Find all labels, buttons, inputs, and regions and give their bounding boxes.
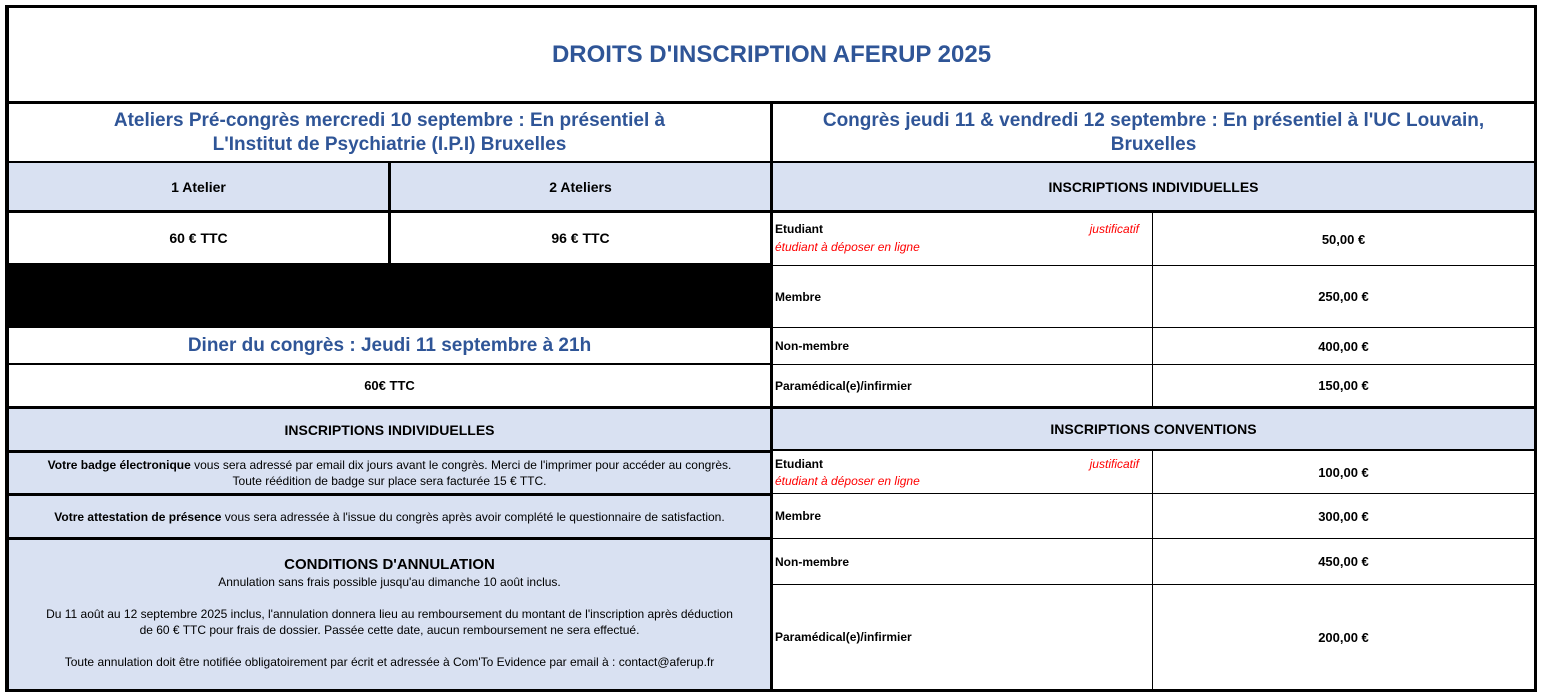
congres-heading-line1: Congrès jeudi 11 & vendredi 12 septembre : En présentiel à l'UC Louvain, [822,109,1485,131]
convention-paramedical-label: Paramédical(e)/infirmier [775,630,912,644]
individuelle-membre-price: 250,00 € [1318,289,1369,304]
convention-membre-label: Membre [775,509,822,523]
attestation-info [9,496,770,537]
annulation-section [9,540,770,689]
atelier-1-price: 60 € TTC [169,230,228,246]
badge-info-line2: Toute réédition de badge sur place sera facturée 15 € TTC. [232,474,547,488]
ateliers-heading-line1: Ateliers Pré-congrès mercredi 10 septembre : En présentiel à [113,109,666,131]
convention-etudiant-label: Etudiant [775,457,823,471]
diner-heading: Diner du congrès : Jeudi 11 septembre à 21h [187,334,592,356]
individuelle-paramedical-label: Paramédical(e)/infirmier [775,378,912,393]
individuelle-etudiant-label: Etudiant [775,222,823,236]
badge-info-line1 [48,457,732,473]
redacted-block [9,265,773,328]
atelier-2-label: 2 Ateliers [549,178,612,195]
frame-right [1534,5,1537,692]
annulation-title: CONDITIONS D'ANNULATION [284,556,495,573]
individuelle-paramedical-price: 150,00 € [1318,378,1369,393]
page-title: DROITS D'INSCRIPTION AFERUP 2025 [551,40,992,68]
attestation-bold: Votre attestation de présence [54,509,222,524]
convention-etudiant-price: 100,00 € [1318,464,1369,480]
badge-info [9,453,770,493]
info-header: INSCRIPTIONS INDIVIDUELLES [284,421,495,438]
congres-heading-line2: Bruxelles [1110,133,1197,155]
atelier-1-label: 1 Atelier [171,178,226,195]
individuelle-membre-label: Membre [775,289,822,304]
ateliers-heading-line2: L'Institut de Psychiatrie (I.P.I) Bruxelles [212,133,567,155]
annulation-line1: Annulation sans frais possible jusqu'au dimanche 10 août inclus. [218,575,561,589]
badge-bold: Votre badge électronique [47,458,191,472]
annulation-line3: de 60 € TTC pour frais de dossier. Passée cette date, aucun remboursement ne sera effectué. [139,623,640,637]
badge-text: vous sera adressé par email dix jours avant le congrès. Merci de l'imprimer pour accéder au congrès. [190,458,732,472]
convention-non-membre-price: 450,00 € [1318,554,1369,569]
individuelle-etudiant-price: 50,00 € [1321,231,1366,247]
individuelle-row-etudiant [775,222,1145,262]
convention-etudiant-note-right: justificatif [1089,457,1139,471]
congres-individuelles-header: INSCRIPTIONS INDIVIDUELLES [1048,178,1259,195]
convention-etudiant-note-below: étudiant à déposer en ligne [775,474,920,488]
ateliers-heading [9,104,770,161]
attestation-text: vous sera adressée à l'issue du congrès après avoir complété le questionnaire de satisfaction. [221,509,725,524]
individuelle-non-membre-label: Non-membre [775,339,850,353]
convention-membre-price: 300,00 € [1318,508,1369,524]
conventions-header: INSCRIPTIONS CONVENTIONS [1050,421,1257,437]
individuelle-etudiant-note-right: justificatif [1089,222,1139,236]
congres-heading [773,104,1534,161]
annulation-line2: Du 11 août au 12 septembre 2025 inclus, l'annulation donnera lieu au remboursement du montant de l'inscription après déduction [46,607,733,621]
annulation-line4: Toute annulation doit être notifiée obligatoirement par écrit et adressée à Com'To Evidence par email à : contact@aferup.fr [64,655,715,669]
convention-paramedical-price[interactable]: 200,00 € [1318,629,1369,645]
individuelle-etudiant-note-below: étudiant à déposer en ligne [775,240,920,254]
atelier-2-price: 96 € TTC [551,230,610,246]
convention-row-etudiant [775,457,1145,493]
diner-price: 60€ TTC [364,378,415,393]
convention-non-membre-label: Non-membre [775,554,850,569]
individuelle-non-membre-price: 400,00 € [1318,338,1369,354]
